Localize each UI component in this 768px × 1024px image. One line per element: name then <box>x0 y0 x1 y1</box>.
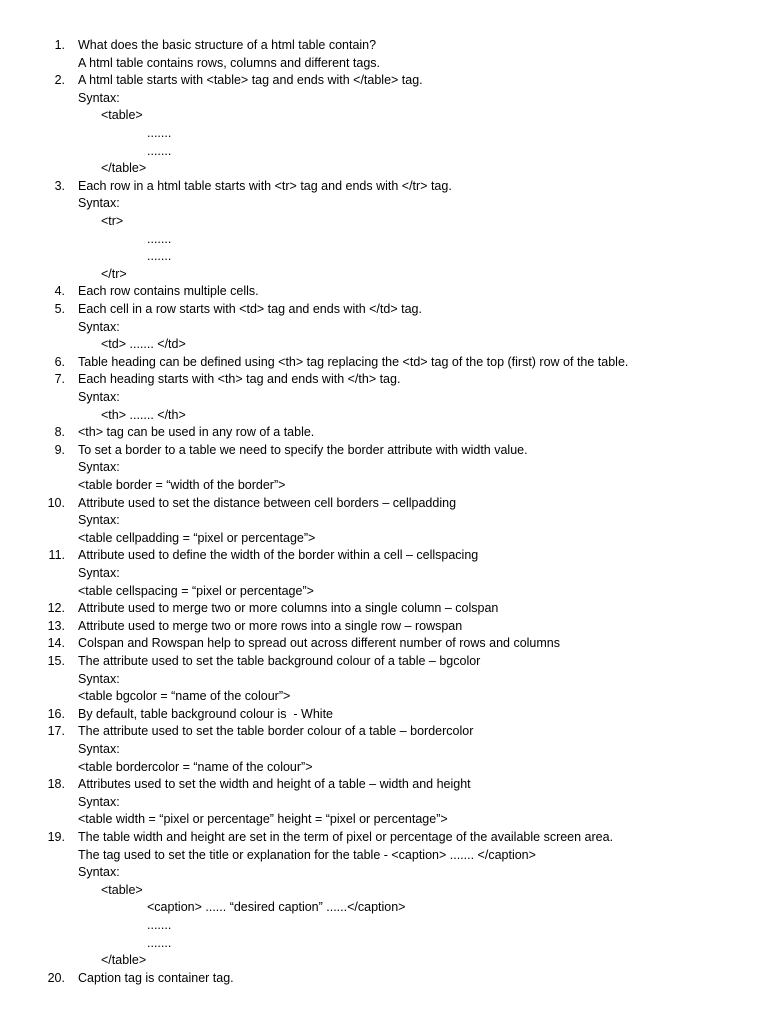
list-item-continuation: Syntax: <box>78 794 120 809</box>
list-number: 16. <box>47 706 65 721</box>
list-item-continuation: ....... <box>147 918 172 932</box>
list-item-text: Caption tag is container tag. <box>78 970 234 985</box>
list-item-continuation: ....... <box>147 935 172 950</box>
list-item-continuation: <table> <box>101 882 143 897</box>
list-item-continuation: </table> <box>101 161 147 176</box>
list-item-text: To set a border to a table we need to specify the border attribute with width value. <box>78 442 528 457</box>
list-number: 13. <box>47 618 65 633</box>
list-number: 1. <box>54 38 65 52</box>
list-number: 18. <box>47 777 65 792</box>
list-item-text: The attribute used to set the table background colour of a table – bgcolor <box>78 654 481 668</box>
list-item-continuation: Syntax: <box>78 671 120 686</box>
list-item-continuation: Syntax: <box>78 742 120 756</box>
list-number: 20. <box>47 970 65 985</box>
list-item-text: The attribute used to set the table border colour of a table – bordercolor <box>78 724 474 739</box>
list-item-continuation: ....... <box>147 231 172 246</box>
list-item-continuation: <table bordercolor = “name of the colour”> <box>78 759 313 774</box>
list-item-text: The table width and height are set in the term of pixel or percentage of the available screen area. <box>78 830 614 844</box>
list-item-text: Each cell in a row starts with <td> tag and ends with </td> tag. <box>78 302 422 316</box>
list-item-continuation: <table cellpadding = “pixel or percentage”> <box>78 530 316 545</box>
list-number: 10. <box>47 495 65 510</box>
list-item-continuation: <table border = “width of the border”> <box>78 478 286 492</box>
list-number: 3. <box>54 178 65 193</box>
list-item-text: Attribute used to define the width of the border within a cell – cellspacing <box>78 548 479 563</box>
list-number: 15. <box>47 654 65 668</box>
list-item-text: Each heading starts with <th> tag and ends with </th> tag. <box>78 372 401 387</box>
list-item-text: <th> tag can be used in any row of a table. <box>78 425 315 440</box>
list-item-continuation: ....... <box>147 126 172 140</box>
list-item-continuation: <table bgcolor = “name of the colour”> <box>78 689 291 704</box>
list-item-text: Attribute used to merge two or more columns into a single column – colspan <box>78 601 499 616</box>
list-item-text: A html table starts with <table> tag and ends with </table> tag. <box>78 73 423 88</box>
list-number: 2. <box>54 73 65 88</box>
list-item-continuation: </tr> <box>101 266 127 281</box>
list-item-text: Table heading can be defined using <th> tag replacing the <td> tag of the top (first) row of the table. <box>78 354 629 369</box>
list-item-continuation: <table> <box>101 108 143 123</box>
list-item-text: Attributes used to set the width and height of a table – width and height <box>78 777 471 792</box>
list-number: 5. <box>54 302 65 316</box>
list-number: 14. <box>47 636 65 651</box>
list-item-continuation: Syntax: <box>78 196 120 211</box>
list-number: 6. <box>54 354 65 369</box>
list-item-continuation: Syntax: <box>78 319 120 334</box>
list-number: 12. <box>47 601 65 616</box>
list-item-continuation: Syntax: <box>78 390 120 404</box>
list-item-continuation: <table width = “pixel or percentage” height = “pixel or percentage”> <box>78 812 448 827</box>
list-number: 11. <box>48 548 65 563</box>
list-item-continuation: Syntax: <box>78 513 120 528</box>
list-item-text: Each row in a html table starts with <tr> tag and ends with </tr> tag. <box>78 178 452 193</box>
list-item-continuation: The tag used to set the title or explanation for the table - <caption> ....... </caption> <box>78 847 536 862</box>
list-item-continuation: <caption> ...... “desired caption” ......</caption> <box>147 900 406 915</box>
list-item-text: What does the basic structure of a html table contain? <box>78 38 377 52</box>
list-item-text: Each row contains multiple cells. <box>78 284 259 299</box>
list-item-text: Attribute used to merge two or more rows into a single row – rowspan <box>78 618 463 633</box>
list-number: 8. <box>54 425 65 440</box>
list-number: 19. <box>47 830 65 844</box>
list-number: 7. <box>54 372 65 387</box>
list-number: 17. <box>47 724 65 739</box>
list-item-continuation: <td> ....... </td> <box>101 337 186 352</box>
list-item-text: Attribute used to set the distance between cell borders – cellpadding <box>78 495 457 510</box>
list-item-text: By default, table background colour is - White <box>78 706 333 721</box>
list-item-continuation: Syntax: <box>78 460 120 475</box>
list-item-continuation: <table cellspacing = “pixel or percentage”> <box>78 583 314 598</box>
list-item-text: Colspan and Rowspan help to spread out across different number of rows and columns <box>78 636 560 651</box>
list-item-continuation: Syntax: <box>78 90 120 105</box>
list-number: 9. <box>54 442 65 457</box>
list-item-continuation: Syntax: <box>78 566 120 580</box>
list-item-continuation: ....... <box>147 143 172 158</box>
list-number: 4. <box>54 284 65 299</box>
list-item-continuation: ....... <box>147 249 172 264</box>
list-item-continuation: A html table contains rows, columns and different tags. <box>78 55 381 70</box>
list-item-continuation: <th> ....... </th> <box>101 407 186 422</box>
list-item-continuation: Syntax: <box>78 865 120 880</box>
list-item-continuation: </table> <box>101 953 147 968</box>
list-item-continuation: <tr> <box>101 214 124 228</box>
